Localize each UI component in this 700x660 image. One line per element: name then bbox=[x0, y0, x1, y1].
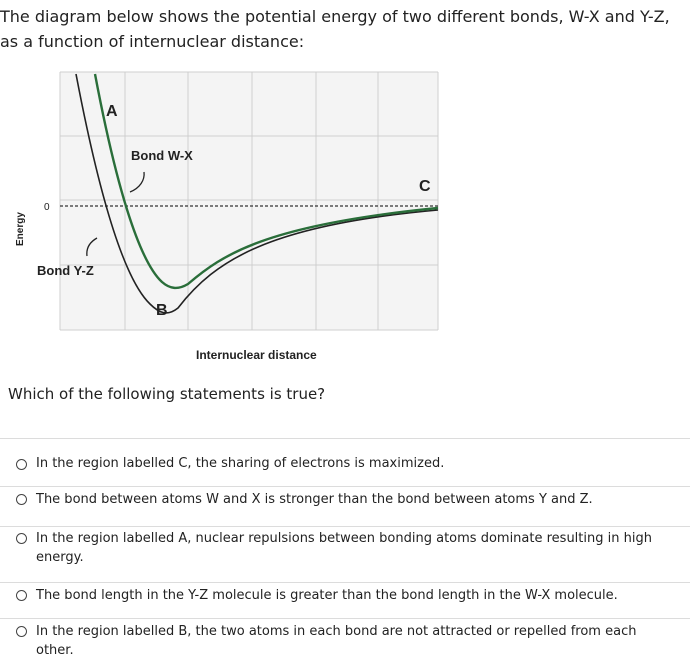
zero-label: 0 bbox=[44, 202, 50, 213]
radio-button-icon[interactable] bbox=[16, 626, 27, 637]
label-b: B bbox=[156, 302, 168, 319]
label-bond-yz: Bond Y-Z bbox=[37, 263, 94, 278]
option-1-text: In the region labelled C, the sharing of electrons is maximized. bbox=[36, 456, 445, 471]
label-a: A bbox=[106, 103, 118, 120]
x-axis-label: Internuclear distance bbox=[196, 348, 317, 362]
question-stem: The diagram below shows the potential energy of two different bonds, W-X and Y-Z, as a function of internuclear distance: bbox=[0, 7, 670, 51]
option-3[interactable] bbox=[0, 526, 690, 583]
option-1[interactable] bbox=[0, 438, 690, 479]
option-4-text: The bond length in the Y-Z molecule is greater than the bond length in the W-X molecule. bbox=[36, 588, 618, 603]
option-2[interactable] bbox=[0, 486, 690, 525]
label-c: C bbox=[419, 178, 431, 195]
radio-button-icon[interactable] bbox=[16, 533, 27, 544]
radio-button-icon[interactable] bbox=[16, 494, 27, 505]
label-bond-wx: Bond W-X bbox=[131, 148, 193, 163]
option-2-text: The bond between atoms W and X is stronger than the bond between atoms Y and Z. bbox=[36, 492, 593, 507]
y-axis-label: Energy bbox=[15, 212, 26, 246]
option-4[interactable] bbox=[0, 582, 690, 619]
option-5[interactable] bbox=[0, 618, 690, 658]
potential-energy-diagram bbox=[0, 60, 700, 370]
question-text: Which of the following statements is true? bbox=[8, 385, 326, 403]
option-3-text: In the region labelled A, nuclear repulsions between bonding atoms dominate resulting in high energy. bbox=[36, 531, 652, 565]
radio-button-icon[interactable] bbox=[16, 459, 27, 470]
diagram-svg bbox=[0, 60, 700, 370]
option-5-text: In the region labelled B, the two atoms in each bond are not attracted or repelled from each other. bbox=[36, 624, 637, 658]
radio-button-icon[interactable] bbox=[16, 590, 27, 601]
